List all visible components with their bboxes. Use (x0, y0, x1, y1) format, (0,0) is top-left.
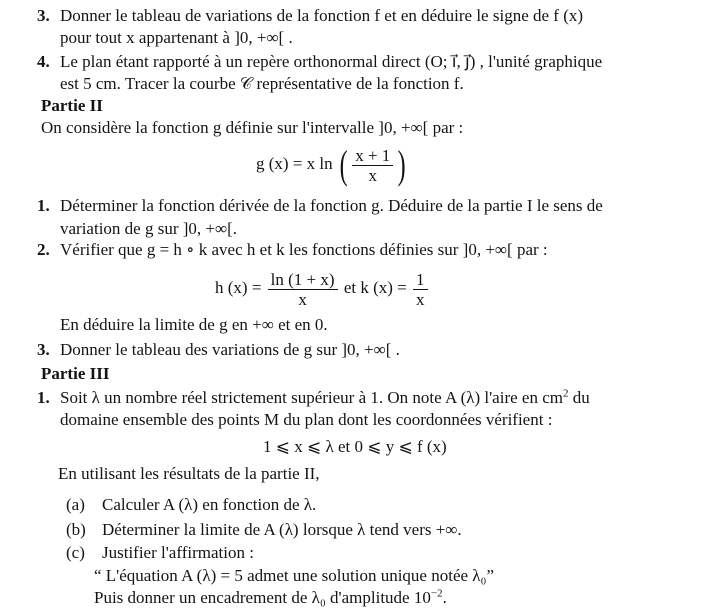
subitem-label: (b) (66, 520, 86, 539)
h-fraction (268, 270, 338, 309)
subitem-c (66, 543, 254, 563)
hk-formula (215, 266, 430, 310)
item-text: Donner le tableau de variations de la fonction f et en déduire le signe de f (x) (60, 6, 584, 25)
g-formula (256, 142, 409, 186)
k-lhs: et k (x) = (343, 278, 407, 297)
subitem-a (66, 495, 316, 515)
deduce-limit: En déduire la limite de g en +∞ et en 0. (60, 315, 328, 334)
item-number: 1. (37, 388, 50, 407)
item-number: 3. (37, 340, 50, 359)
using-results: En utilisant les résultats de la partie II, (58, 464, 320, 483)
superscript: −2 (430, 587, 443, 600)
fraction (352, 146, 393, 185)
h-lhs: h (x) = (215, 278, 262, 297)
part3-item-1-line2: domaine ensemble des points M du plan dont les coordonnées vérifient : (60, 410, 553, 429)
final-text: Puis donner un encadrement de λ₀ d'amplitude 10 (94, 588, 431, 607)
part2-item-2 (37, 240, 548, 260)
affirmation-quote: “ L'équation A (λ) = 5 admet une solution unique notée λ₀” (94, 566, 494, 585)
item-text: Soit λ un nombre réel strictement supérieur à 1. On note A (λ) l'aire en cm (60, 388, 563, 407)
part2-item-3 (37, 340, 400, 360)
item-3-line2: pour tout x appartenant à ]0, +∞[ . (60, 28, 293, 47)
k-fraction (413, 270, 428, 309)
subitem-b (66, 520, 462, 540)
subitem-label: (c) (66, 543, 85, 562)
subitem-label: (a) (66, 495, 85, 514)
item-number: 4. (37, 52, 50, 71)
numerator: x + 1 (352, 146, 393, 166)
part-2-intro: On considère la fonction g définie sur l'intervalle ]0, +∞[ par : (41, 118, 464, 137)
part2-item-1-line2: variation de g sur ]0, +∞[. (60, 219, 238, 238)
domain-condition: 1 ⩽ x ⩽ λ et 0 ⩽ y ⩽ f (x) (263, 437, 447, 456)
subitem-text: Déterminer la limite de A (λ) lorsque λ tend vers +∞. (102, 520, 462, 539)
final-instruction (94, 588, 447, 608)
item-text-end: du (568, 388, 590, 407)
subitem-text: Calculer A (λ) en fonction de λ. (102, 495, 317, 514)
part-3-heading: Partie III (41, 364, 110, 383)
item-4-line2: est 5 cm. Tracer la courbe 𝒞 représentative de la fonction f. (60, 74, 464, 93)
denominator: x (368, 165, 378, 185)
item-number: 1. (37, 196, 50, 215)
part2-item-1-line1 (37, 196, 603, 216)
numerator: 1 (413, 270, 428, 290)
item-text: Le plan étant rapporté à un repère orthonormal direct (O; i⃗, j⃗) , l'unité graphique (60, 52, 603, 71)
part3-item-1-line1 (37, 388, 590, 408)
final-period: . (442, 588, 447, 607)
item-number: 3. (37, 6, 50, 25)
subitem-text: Justifier l'affirmation : (102, 543, 254, 562)
denominator: x (416, 289, 425, 309)
item-text: Déterminer la fonction dérivée de la fonction g. Déduire de la partie I le sens de (60, 196, 603, 215)
item-text: Vérifier que g = h ∘ k avec h et k les fonctions définies sur ]0, +∞[ par : (60, 240, 548, 259)
item-3-line1 (37, 6, 583, 26)
numerator: ln (1 + x) (268, 270, 338, 290)
item-text: Donner le tableau des variations de g sur ]0, +∞[ . (60, 340, 400, 359)
item-4-line1 (37, 52, 602, 72)
right-paren: ) (397, 142, 406, 188)
g-formula-lhs: g (x) = x ln (256, 154, 333, 173)
denominator: x (298, 289, 307, 309)
part-2-heading: Partie II (41, 96, 103, 115)
item-number: 2. (37, 240, 50, 259)
superscript: 2 (562, 387, 569, 400)
left-paren: ( (339, 142, 348, 188)
